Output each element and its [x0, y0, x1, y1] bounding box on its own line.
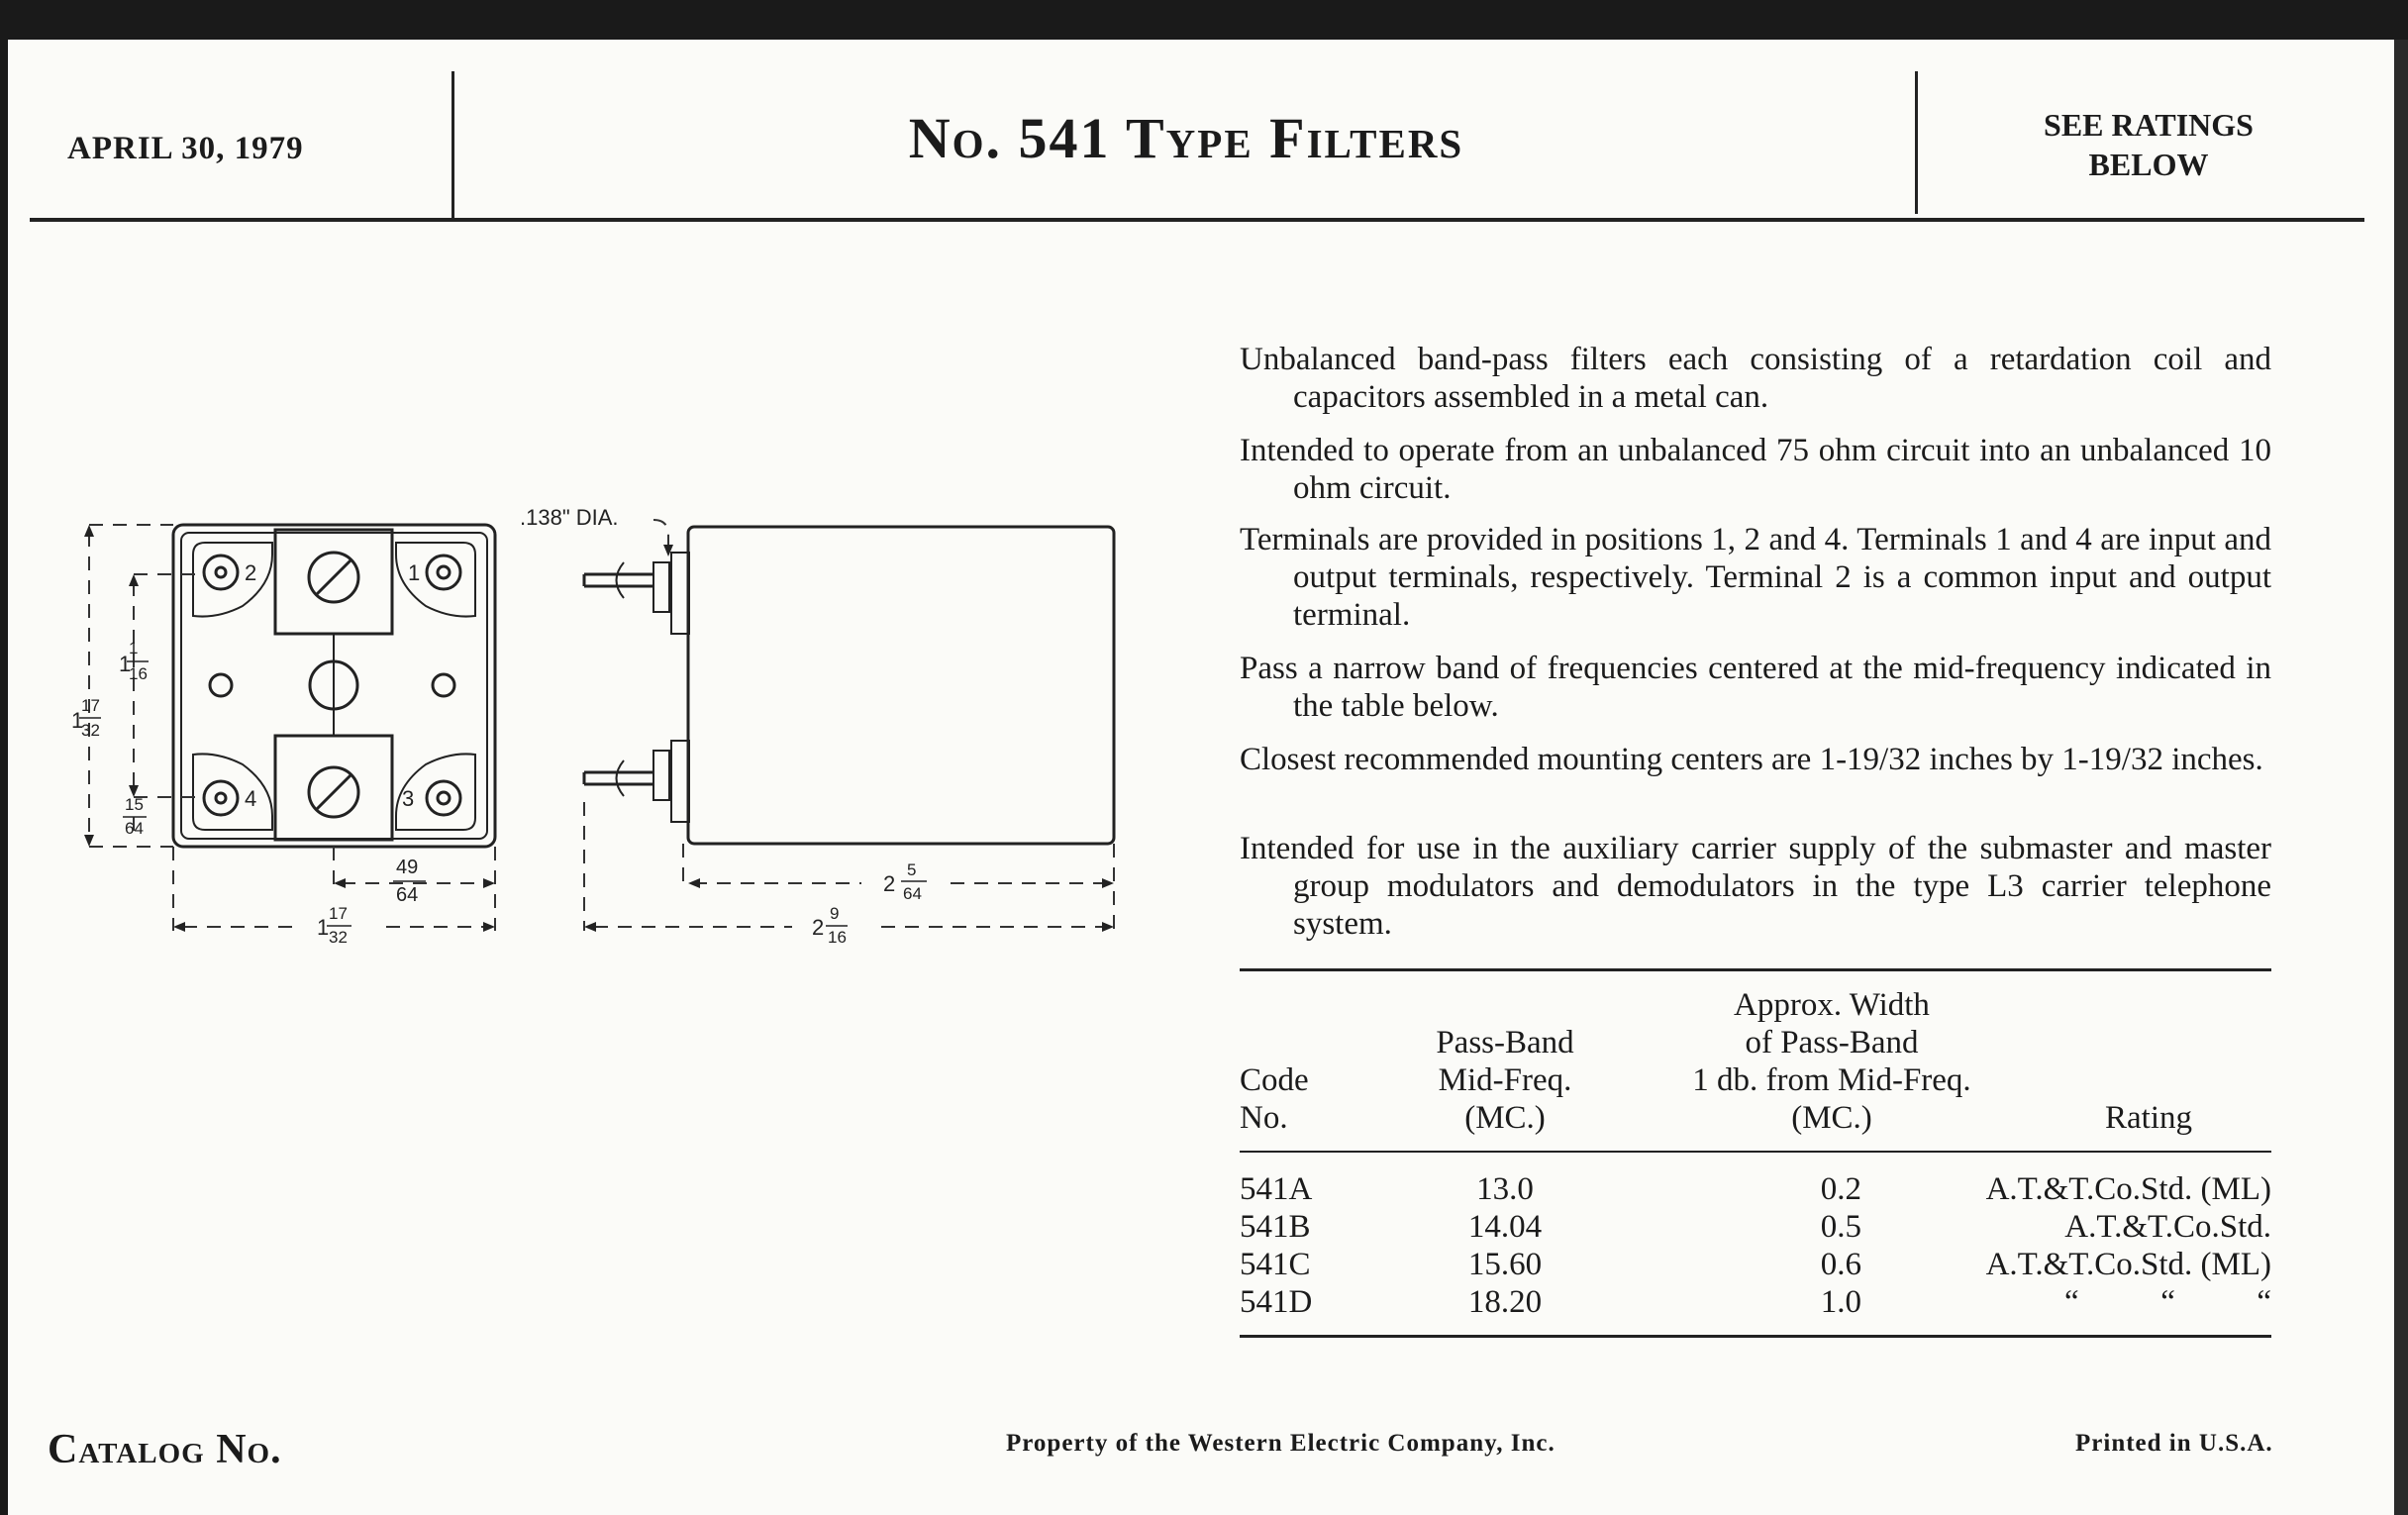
terminal-3-screw	[427, 781, 460, 815]
dim-can-whole: 2	[883, 871, 896, 896]
property-notice: Property of the Western Electric Company, Inc.	[1006, 1430, 1555, 1457]
dim-width-den: 32	[329, 928, 348, 947]
header-divider-left	[452, 71, 454, 218]
dim-inner-den: 16	[129, 664, 148, 683]
table-top-rule	[1240, 968, 2271, 971]
ratings-note-line1: SEE RATINGS	[2044, 107, 2254, 143]
terminal-label-2: 2	[245, 560, 257, 585]
terminal-1-screw	[427, 556, 460, 589]
description-paragraph-3: Terminals are provided in positions 1, 2 and 4. Terminals 1 and 4 are input and output terminals, respectively. Terminal 2 is a common input and output terminal.	[1240, 522, 2271, 633]
description-paragraph-1: Unbalanced band-pass filters each consisting of a retardation coil and capacitors assembled in a metal can.	[1240, 342, 2271, 415]
dim-total-whole: 2	[812, 915, 825, 940]
dim-height-den: 32	[81, 721, 100, 740]
catalog-number-label: Catalog No.	[48, 1427, 282, 1472]
dim-inner-num: 1	[129, 639, 139, 657]
filter-dimension-drawing	[59, 495, 1129, 960]
dim-can-num: 5	[907, 860, 917, 879]
printed-notice: Printed in U.S.A.	[2075, 1430, 2273, 1457]
terminal-label-1: 1	[408, 560, 421, 585]
description-paragraph-5: Closest recommended mounting centers are 1-19/32 inches by 1-19/32 inches.	[1240, 742, 2263, 777]
dim-width-num: 17	[329, 904, 348, 923]
dim-total-num: 9	[830, 904, 840, 923]
card-edge-shadow	[2394, 40, 2408, 1515]
dim-total-den: 16	[828, 928, 847, 947]
dim-can-den: 64	[903, 884, 922, 903]
table-header-code: Code No.	[1240, 1062, 1309, 1136]
table-header-midfreq: Pass-Band Mid-Freq. (MC.)	[1436, 1025, 1574, 1136]
header-divider-right	[1915, 71, 1918, 214]
table-bottom-rule	[1240, 1335, 2271, 1338]
header-date: APRIL 30, 1979	[67, 131, 304, 166]
dim-width-whole: 1	[317, 915, 330, 940]
dim-height-num: 17	[81, 696, 100, 715]
dim-inner-whole: 1	[119, 652, 132, 676]
dim-height-whole: 1	[71, 708, 84, 733]
bottom-terminal-block	[275, 736, 392, 840]
ratings-note-line2: BELOW	[2088, 147, 2209, 182]
terminal-4-screw	[204, 781, 238, 815]
terminal-label-3: 3	[402, 786, 415, 811]
top-terminal-block	[275, 530, 392, 634]
page-title: No. 541 Type Filters	[908, 106, 1464, 170]
terminal-label-4: 4	[245, 786, 257, 811]
table-header-rule	[1240, 1151, 2271, 1153]
description-paragraph-6: Intended for use in the auxiliary carrier supply of the submaster and master group modulators and demodulators in the type L3 carrier telephone system.	[1240, 831, 2271, 942]
table-header-width: Approx. Width of Pass-Band 1 db. from Mid-Freq. (MC.)	[1692, 987, 1971, 1136]
terminal-2-screw	[204, 556, 238, 589]
description-paragraph-2: Intended to operate from an unbalanced 75 ohm circuit into an unbalanced 10 ohm circuit.	[1240, 433, 2271, 506]
side-view-can	[688, 527, 1114, 844]
dia-label: .138" DIA.	[520, 505, 619, 530]
description-paragraph-4: Pass a narrow band of frequencies centered at the mid-frequency indicated in the table below.	[1240, 651, 2271, 724]
dim-half-num: 49	[396, 857, 419, 878]
dim-half-den: 64	[396, 884, 419, 906]
header-rule	[30, 218, 2364, 222]
table-header-rating: Rating	[2105, 1100, 2192, 1136]
dim-bottom-num: 15	[125, 795, 144, 814]
dim-bottom-den: 64	[125, 819, 144, 838]
ratings-note	[1921, 105, 2376, 184]
